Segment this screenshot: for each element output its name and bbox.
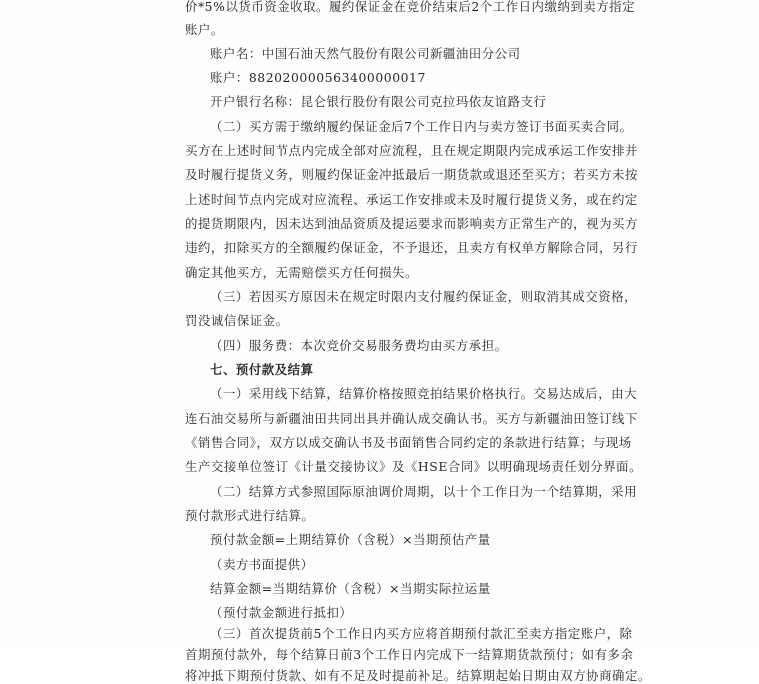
- body-text-line: 确定其他买方，无需赔偿买方任何损失。: [185, 265, 418, 280]
- formula-note: （预付款金额进行抵扣）: [210, 605, 353, 620]
- formula-line: 预付款金额=上期结算价（含税）×当期预估产量: [210, 532, 491, 547]
- account-number: 账户：882020000563400000017: [210, 70, 426, 85]
- body-text-line: 违约，扣除买方的全额履约保证金，不予退还，且卖方有权单方解除合同，另行: [185, 240, 638, 255]
- body-text-line: （二）买方需于缴纳履约保证金后7个工作日内与卖方签订书面买卖合同。: [210, 119, 633, 134]
- body-text-line: 上述时间节点内完成对应流程、承运工作安排或未及时履行提货义务，或在约定: [185, 192, 638, 207]
- body-text-line: 账户。: [185, 22, 224, 37]
- body-text-line: 《销售合同》，双方以成交确认书及书面销售合同约定的条款进行结算；与现场: [185, 435, 632, 450]
- body-text-line: （四）服务费：本次竞价交易服务费均由买方承担。: [210, 338, 508, 353]
- section-heading: 七、预付款及结算: [210, 362, 314, 377]
- body-text-line: （三）若因买方原因未在规定时限内支付履约保证金，则取消其成交资格，: [210, 289, 638, 304]
- body-text-line: 首期预付款外，每个结算日前3个工作日内完成下一结算期货款预付；如有多余: [185, 647, 634, 662]
- body-text-line: 罚没诚信保证金。: [185, 313, 289, 328]
- body-text-line: 及时履行提货义务，则履约保证金冲抵最后一期货款或退还至买方；若买方未按: [185, 167, 638, 182]
- body-text-line: （二）结算方式参照国际原油调价周期，以十个工作日为一个结算期，采用: [210, 484, 638, 499]
- body-text-line: 的提货期限内，因未达到油品资质及提运要求而影响卖方正常生产的，视为买方: [185, 216, 638, 231]
- body-text-line: 生产交接单位签订《计量交接协议》及《HSE合同》以明确现场责任划分界面。: [185, 459, 643, 474]
- bank-name: 开户银行名称：昆仑银行股份有限公司克拉玛依友谊路支行: [210, 94, 547, 109]
- formula-line: 结算金额=当期结算价（含税）×当期实际拉运量: [210, 581, 491, 596]
- account-name: 账户名：中国石油天然气股份有限公司新疆油田分公司: [210, 46, 521, 61]
- body-text-line: 价*5%以货币资金收取。履约保证金在竞价结束后2个工作日内缴纳到卖方指定: [185, 0, 636, 14]
- body-text-line: 预付款形式进行结算。: [185, 508, 315, 523]
- body-text-line: （一）采用线下结算，结算价格按照竞拍结果价格执行。交易达成后，由大: [210, 386, 638, 401]
- body-text-line: 买方在上述时间节点内完成全部对应流程，且在规定期限内完成承运工作安排并: [185, 143, 638, 158]
- formula-note: （卖方书面提供）: [210, 557, 314, 572]
- body-text-line: （三）首次提货前5个工作日内买方应将首期预付款汇至卖方指定账户，除: [210, 626, 633, 641]
- body-text-line: 连石油交易所与新疆油田共同出具并确认成交确认书。买方与新疆油田签订线下: [185, 411, 638, 426]
- body-text-line: 将冲抵下期预付货款、如有不足及时提前补足。结算期起始日期由双方协商确定。: [185, 668, 651, 683]
